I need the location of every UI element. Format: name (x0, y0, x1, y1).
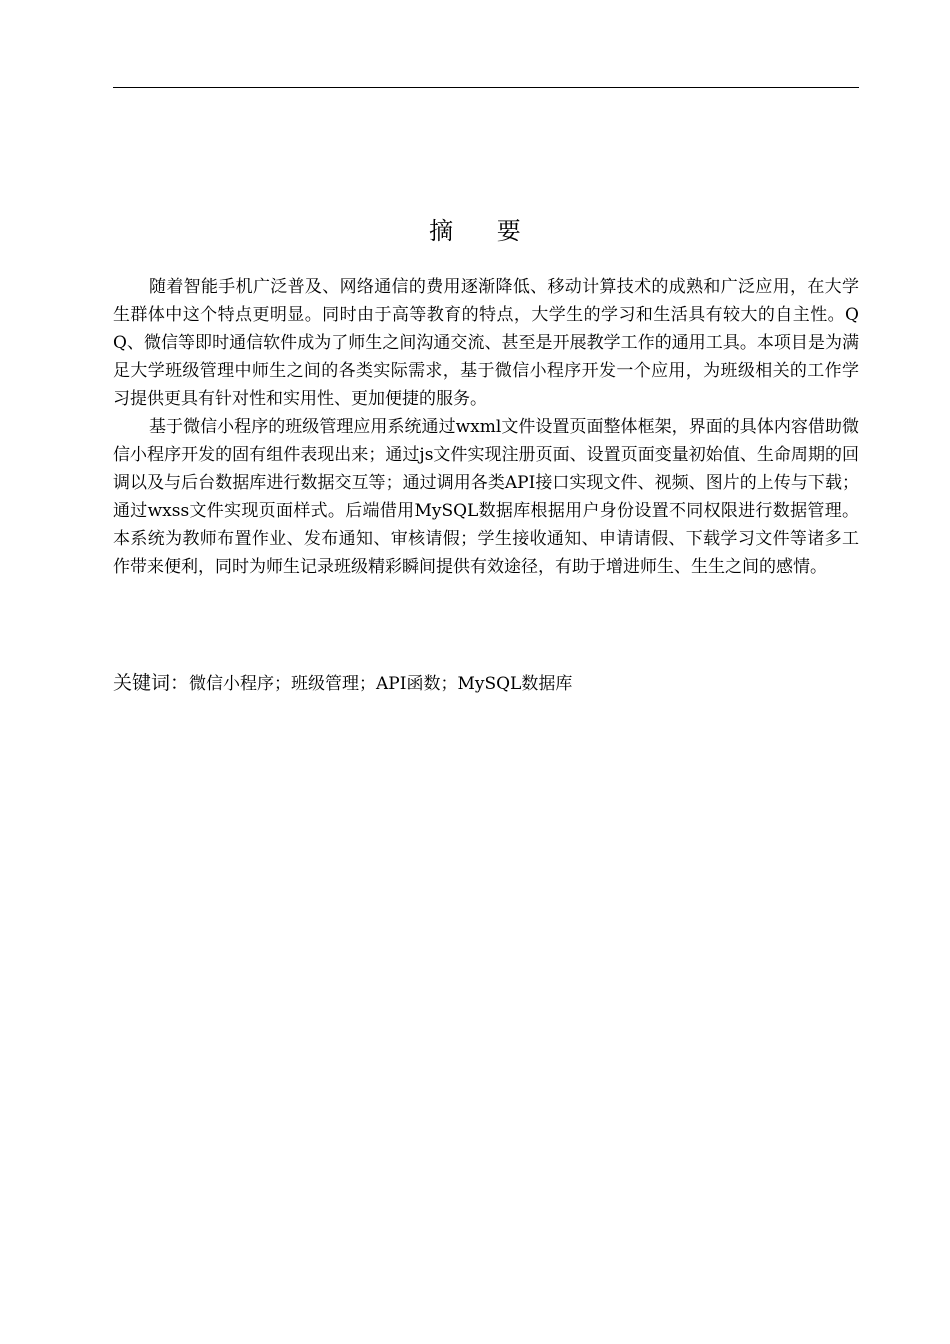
abstract-paragraph-1: 随着智能手机广泛普及、网络通信的费用逐渐降低、移动计算技术的成熟和广泛应用，在大学生群体中这个特点更明显。同时由于高等教育的特点，大学生的学习和生活具有较大的自主性。QQ、微信等即时通信软件成为了师生之间沟通交流、甚至是开展教学工作的通用工具。本项目是为满足大学班级管理中师生之间的各类实际需求，基于微信小程序开发一个应用，为班级相关的工作学习提供更具有针对性和实用性、更加便捷的服务。 (113, 277, 859, 409)
page-title: 摘 要 (429, 217, 539, 245)
keywords-text: 微信小程序；班级管理；API函数；MySQL数据库 (189, 674, 573, 694)
abstract-body (113, 273, 859, 581)
header-rule (113, 87, 859, 88)
keywords-line (113, 668, 859, 699)
keywords-label: 关键词： (113, 672, 190, 694)
abstract-paragraph-2: 基于微信小程序的班级管理应用系统通过wxml文件设置页面整体框架，界面的具体内容借助微信小程序开发的固有组件表现出来；通过js文件实现注册页面、设置页面变量初始值、生命周期的回调以及与后台数据库进行数据交互等；通过调用各类API接口实现文件、视频、图片的上传与下载；通过wxss文件实现页面样式。后端借用MySQL数据库根据用户身份设置不同权限进行数据管理。本系统为教师布置作业、发布通知、审核请假；学生接收通知、申请请假、下载学习文件等诸多工作带来便利，同时为师生记录班级精彩瞬间提供有效途径，有助于增进师生、生生之间的感情。 (113, 417, 859, 577)
